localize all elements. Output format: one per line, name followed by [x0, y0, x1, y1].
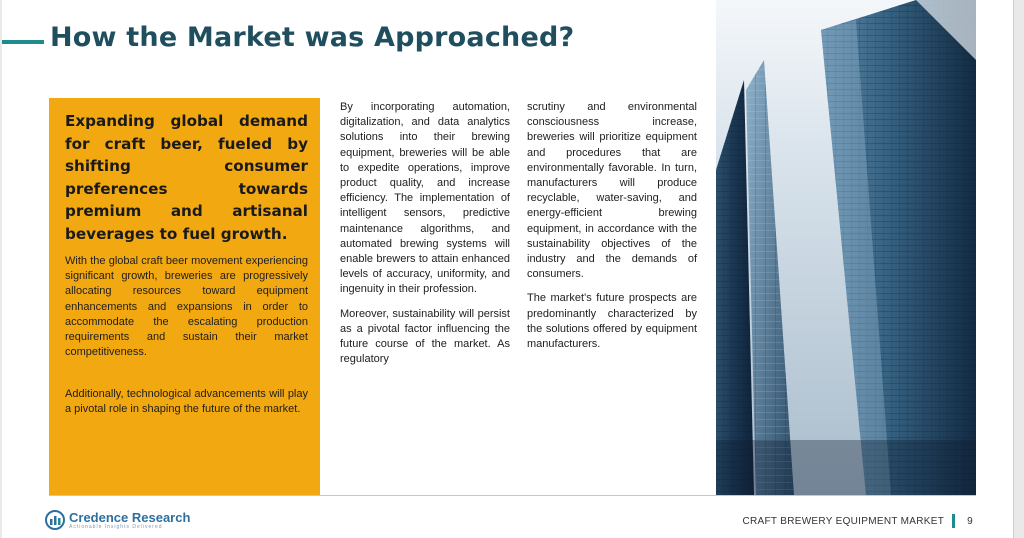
right-column — [527, 100, 697, 361]
middle-column — [340, 100, 510, 376]
page-title: How the Market was Approached? — [50, 22, 575, 53]
credence-logo-icon — [45, 510, 65, 530]
highlight-box — [49, 98, 320, 495]
footer-divider — [49, 495, 976, 496]
left-paragraph-2: Additionally, technological advancements will play a pivotal role in shaping the future of the market. — [65, 388, 308, 416]
middle-paragraph-2: Moreover, sustainability will persist as a pivotal factor influencing the future course of the market. As regulatory — [340, 307, 510, 366]
middle-paragraph-1: By incorporating automation, digitalization, and data analytics solutions into their brewing equipment, breweries will be able to expedite operations, improve product quality, and increase efficiency. The implementation of intelligent sensors, predictive maintenance algorithms, and automated brewing systems will enable brewers to attain enhanced levels of accuracy, uniformity, and ingenuity in their profession. — [340, 101, 510, 296]
skyscraper-photo — [716, 0, 976, 495]
right-paragraph-1: scrutiny and environmental consciousness increase, breweries will prioritize equipment and procedures that are environmentally favorable. In turn, manufacturers will produce recyclable, water-saving, and energy-efficient brewing equipment, in accordance with the sustainability objectives of the industry and the demands of consumers. — [527, 101, 697, 281]
footer-accent-bar — [952, 514, 955, 528]
report-name: CRAFT BREWERY EQUIPMENT MARKET — [742, 515, 945, 527]
slide — [2, 0, 1014, 538]
left-paragraph-1: With the global craft beer movement experiencing significant growth, breweries are progressively allocating resources toward equipment enhancements and expansions in order to accommodate the escalating production requirements and sustain their market competitiveness. — [65, 255, 308, 359]
right-paragraph-2: The market's future prospects are predominantly characterized by the solutions offered by equipment manufacturers. — [527, 292, 697, 351]
footer-info — [743, 514, 974, 528]
lead-statement: Expanding global demand for craft beer, fueled by shifting consumer preferences towards premium and artisanal beverages to fuel growth. — [65, 112, 308, 243]
title-accent-bar — [2, 40, 44, 44]
logo-tagline: Actionable Insights Delivered — [69, 523, 163, 530]
page-number: 9 — [967, 515, 973, 527]
credence-logo — [45, 510, 190, 530]
logo-name: Credence Research — [69, 509, 191, 525]
